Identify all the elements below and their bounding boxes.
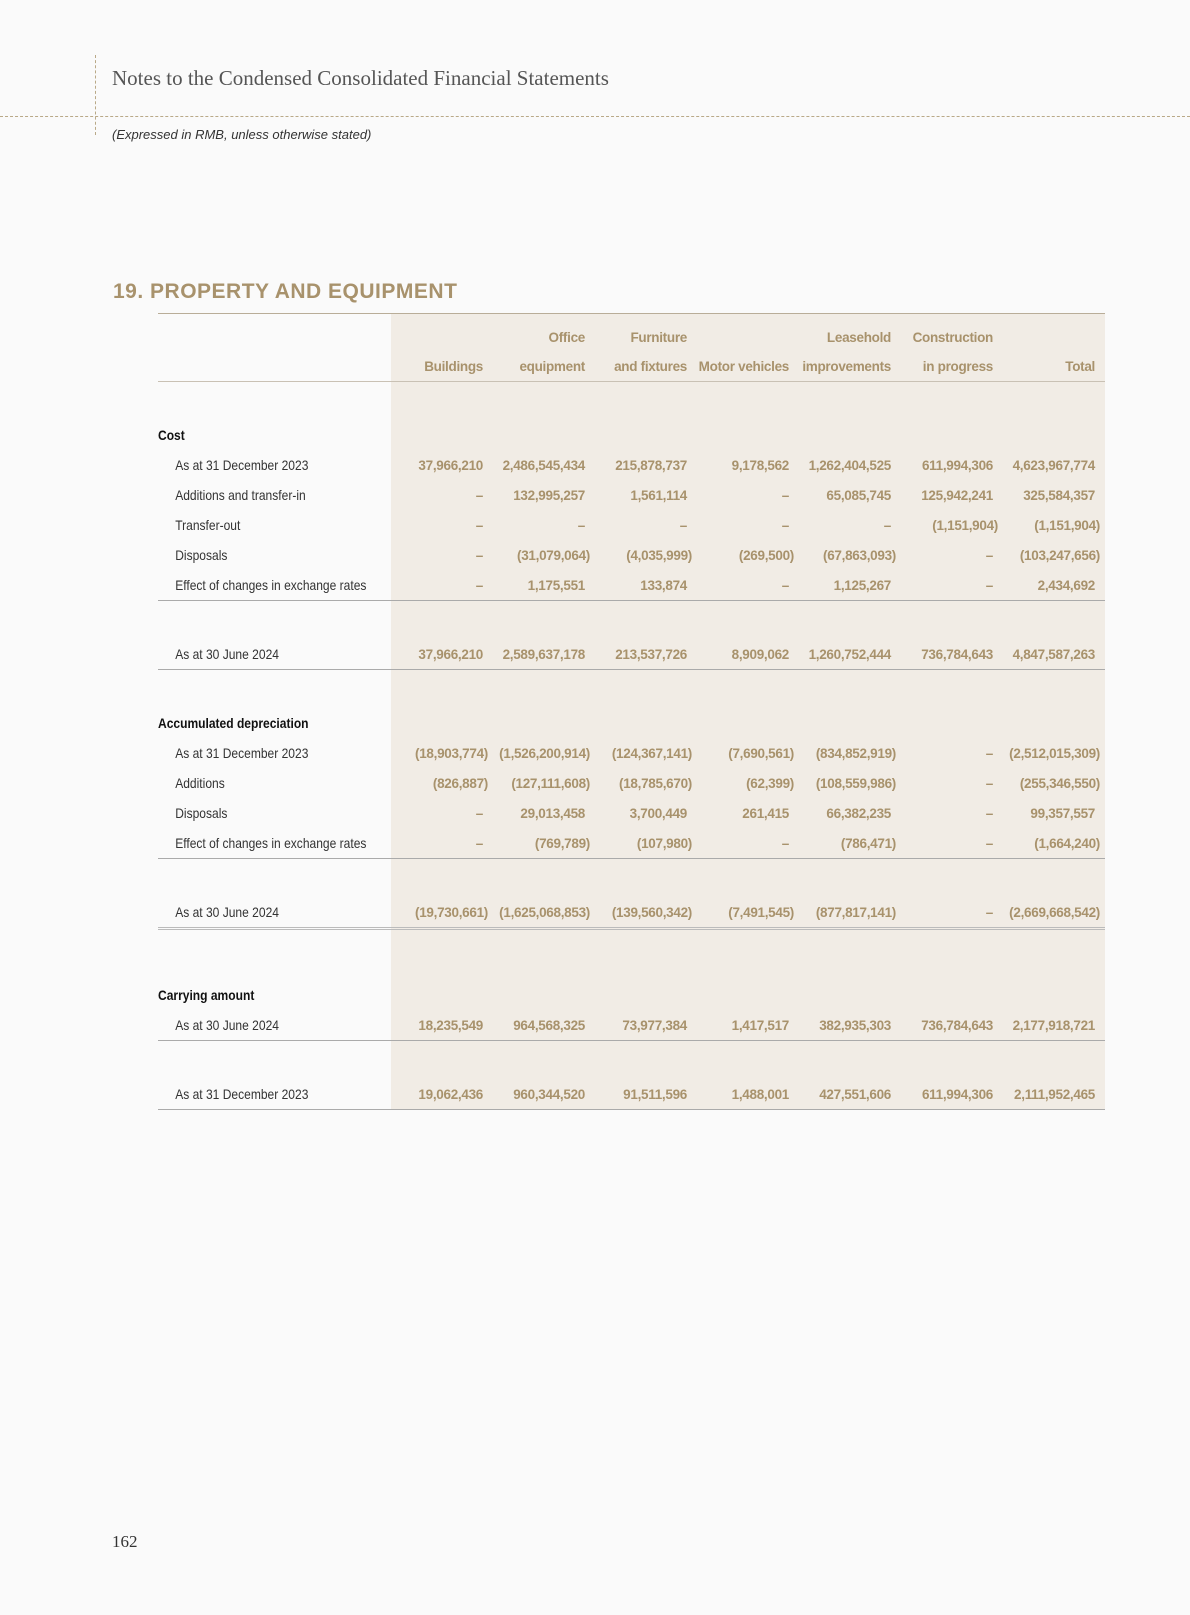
cell-value: (18,903,774) xyxy=(415,745,488,761)
cell-value: 964,568,325 xyxy=(513,1017,585,1033)
table-row xyxy=(158,570,1105,601)
cell-value: – xyxy=(475,517,483,533)
cell-value: – xyxy=(475,547,483,563)
table-row xyxy=(158,1010,1105,1041)
cell-value: 1,262,404,525 xyxy=(808,457,891,473)
cell-value: 2,589,637,178 xyxy=(502,646,585,662)
cell-value: 9,178,562 xyxy=(731,457,789,473)
column-header xyxy=(493,323,595,381)
row-label: Disposals xyxy=(175,805,228,821)
cell-value: 2,177,918,721 xyxy=(1012,1017,1095,1033)
property-equipment-table xyxy=(158,313,1105,1110)
row-label: Transfer-out xyxy=(175,517,241,533)
row-label: Accumulated depreciation xyxy=(158,715,309,731)
margin-dashed-vertical-rule xyxy=(95,55,96,135)
cell-value: – xyxy=(781,577,789,593)
cell-value: – xyxy=(985,904,993,920)
cell-value: 382,935,303 xyxy=(819,1017,891,1033)
column-header xyxy=(799,323,901,381)
cell-value: – xyxy=(475,487,483,503)
cell-value: 213,537,726 xyxy=(615,646,687,662)
table-row xyxy=(158,738,1105,768)
cell-value: (1,625,068,853) xyxy=(499,904,590,920)
row-label: As at 31 December 2023 xyxy=(175,1086,309,1102)
cell-value: 611,994,306 xyxy=(921,1086,993,1102)
row-label: As at 30 June 2024 xyxy=(175,1017,279,1033)
cell-value: – xyxy=(985,835,993,851)
cell-value: 2,111,952,465 xyxy=(1014,1086,1095,1102)
cell-value: 2,486,545,434 xyxy=(502,457,585,473)
column-header-line2: improvements xyxy=(802,359,891,374)
column-header-line1: Office xyxy=(548,330,585,345)
cell-value: 1,417,517 xyxy=(731,1017,789,1033)
cell-value: 73,977,384 xyxy=(622,1017,687,1033)
cell-value: 3,700,449 xyxy=(629,805,687,821)
row-label: Effect of changes in exchange rates xyxy=(175,577,367,593)
cell-value: (769,789) xyxy=(534,835,590,851)
column-header xyxy=(595,323,697,381)
cell-value: (1,151,904) xyxy=(1034,517,1100,533)
table-section-heading xyxy=(158,980,1105,1010)
cell-value: – xyxy=(781,487,789,503)
cell-value: 261,415 xyxy=(742,805,789,821)
column-header-line1: Construction xyxy=(912,330,993,345)
cell-value: 99,357,557 xyxy=(1030,805,1095,821)
cell-value: (834,852,919) xyxy=(815,745,896,761)
cell-value: 611,994,306 xyxy=(921,457,993,473)
cell-value: – xyxy=(475,835,483,851)
row-label: As at 31 December 2023 xyxy=(175,457,309,473)
cell-value: – xyxy=(781,835,789,851)
section-title: 19. PROPERTY AND EQUIPMENT xyxy=(113,280,458,303)
cell-value: 325,584,357 xyxy=(1023,487,1095,503)
cell-value: 8,909,062 xyxy=(731,646,789,662)
cell-value: – xyxy=(475,577,483,593)
cell-value: – xyxy=(985,547,993,563)
cell-value: (1,664,240) xyxy=(1034,835,1100,851)
cell-value: 37,966,210 xyxy=(418,646,483,662)
column-header-line1: Leasehold xyxy=(826,330,891,345)
cell-value: 37,966,210 xyxy=(418,457,483,473)
cell-value: (877,817,141) xyxy=(815,904,896,920)
row-label: Effect of changes in exchange rates xyxy=(175,835,367,851)
cell-value: (7,690,561) xyxy=(728,745,794,761)
column-header-line2: and fixtures xyxy=(614,359,687,374)
cell-value: (31,079,064) xyxy=(517,547,590,563)
cell-value: – xyxy=(475,805,483,821)
cell-value: (103,247,656) xyxy=(1019,547,1100,563)
cell-value: – xyxy=(985,805,993,821)
column-header-line2: in progress xyxy=(922,359,993,374)
cell-value: (139,560,342) xyxy=(611,904,692,920)
cell-value: (255,346,550) xyxy=(1019,775,1100,791)
row-label: Additions xyxy=(175,775,225,791)
row-label: Carrying amount xyxy=(158,987,255,1003)
cell-value: 1,561,114 xyxy=(630,487,687,503)
column-header-line1: Furniture xyxy=(630,330,687,345)
cell-value: (1,151,904) xyxy=(932,517,998,533)
cell-value: 29,013,458 xyxy=(520,805,585,821)
table-row xyxy=(158,828,1105,859)
cell-value: 65,085,745 xyxy=(826,487,891,503)
cell-value: – xyxy=(985,775,993,791)
cell-value: (269,500) xyxy=(738,547,794,563)
table-row xyxy=(158,540,1105,570)
table-row xyxy=(158,897,1105,930)
column-header-line2: equipment xyxy=(519,359,585,374)
cell-value: (124,367,141) xyxy=(611,745,692,761)
cell-value: 427,551,606 xyxy=(819,1086,891,1102)
cell-value: (4,035,999) xyxy=(626,547,692,563)
running-title: Notes to the Condensed Consolidated Financial Statements xyxy=(112,66,609,90)
cell-value: (786,471) xyxy=(840,835,896,851)
row-label: As at 30 June 2024 xyxy=(175,904,279,920)
table-header-row xyxy=(158,313,1105,382)
cell-value: (67,863,093) xyxy=(823,547,896,563)
table-row xyxy=(158,639,1105,670)
cell-value: (108,559,986) xyxy=(815,775,896,791)
table-row xyxy=(158,510,1105,540)
cell-value: (18,785,670) xyxy=(619,775,692,791)
cell-value: (127,111,608) xyxy=(511,775,590,791)
table-row xyxy=(158,1079,1105,1110)
cell-value: (826,887) xyxy=(432,775,488,791)
cell-value: 1,488,001 xyxy=(731,1086,789,1102)
cell-value: – xyxy=(883,517,891,533)
cell-value: – xyxy=(781,517,789,533)
cell-value: 736,784,643 xyxy=(921,1017,993,1033)
cell-value: (1,526,200,914) xyxy=(499,745,590,761)
column-header-line2: Total xyxy=(1065,359,1095,374)
row-label: Disposals xyxy=(175,547,228,563)
cell-value: 1,260,752,444 xyxy=(808,646,891,662)
cell-value: 132,995,257 xyxy=(513,487,585,503)
table-section-heading xyxy=(158,420,1105,450)
cell-value: 2,434,692 xyxy=(1037,577,1095,593)
cell-value: 4,623,967,774 xyxy=(1012,457,1095,473)
cell-value: 960,344,520 xyxy=(513,1086,585,1102)
cell-value: 1,125,267 xyxy=(833,577,891,593)
cell-value: 133,874 xyxy=(640,577,687,593)
table-section-heading xyxy=(158,708,1105,738)
page-number: 162 xyxy=(112,1532,138,1551)
cell-value: (2,669,668,542) xyxy=(1009,904,1100,920)
table-row xyxy=(158,768,1105,798)
cell-value: 1,175,551 xyxy=(527,577,585,593)
cell-value: (7,491,545) xyxy=(728,904,794,920)
cell-value: 125,942,241 xyxy=(921,487,993,503)
column-header-line2: Motor vehicles xyxy=(698,359,789,374)
table-row xyxy=(158,798,1105,828)
cell-value: 4,847,587,263 xyxy=(1012,646,1095,662)
cell-value: 215,878,737 xyxy=(615,457,687,473)
table-row xyxy=(158,480,1105,510)
column-header xyxy=(697,352,799,381)
cell-value: – xyxy=(577,517,585,533)
cell-value: (62,399) xyxy=(746,775,794,791)
column-header-line2: Buildings xyxy=(424,359,483,374)
column-header xyxy=(901,323,1003,381)
currency-note: (Expressed in RMB, unless otherwise stated) xyxy=(112,127,372,142)
cell-value: 19,062,436 xyxy=(418,1086,483,1102)
column-header xyxy=(1003,352,1105,381)
cell-value: 18,235,549 xyxy=(418,1017,483,1033)
row-label: As at 31 December 2023 xyxy=(175,745,309,761)
row-label: As at 30 June 2024 xyxy=(175,646,279,662)
cell-value: – xyxy=(985,577,993,593)
cell-value: 736,784,643 xyxy=(921,646,993,662)
header-dashed-horizontal-rule xyxy=(0,116,1190,117)
row-label: Additions and transfer-in xyxy=(175,487,306,503)
cell-value: – xyxy=(679,517,687,533)
cell-value: 91,511,596 xyxy=(623,1086,687,1102)
cell-value: (107,980) xyxy=(636,835,692,851)
cell-value: (19,730,661) xyxy=(415,904,488,920)
table-row xyxy=(158,450,1105,480)
column-header xyxy=(391,352,493,381)
cell-value: 66,382,235 xyxy=(826,805,891,821)
row-label: Cost xyxy=(158,427,185,443)
cell-value: (2,512,015,309) xyxy=(1009,745,1100,761)
cell-value: – xyxy=(985,745,993,761)
